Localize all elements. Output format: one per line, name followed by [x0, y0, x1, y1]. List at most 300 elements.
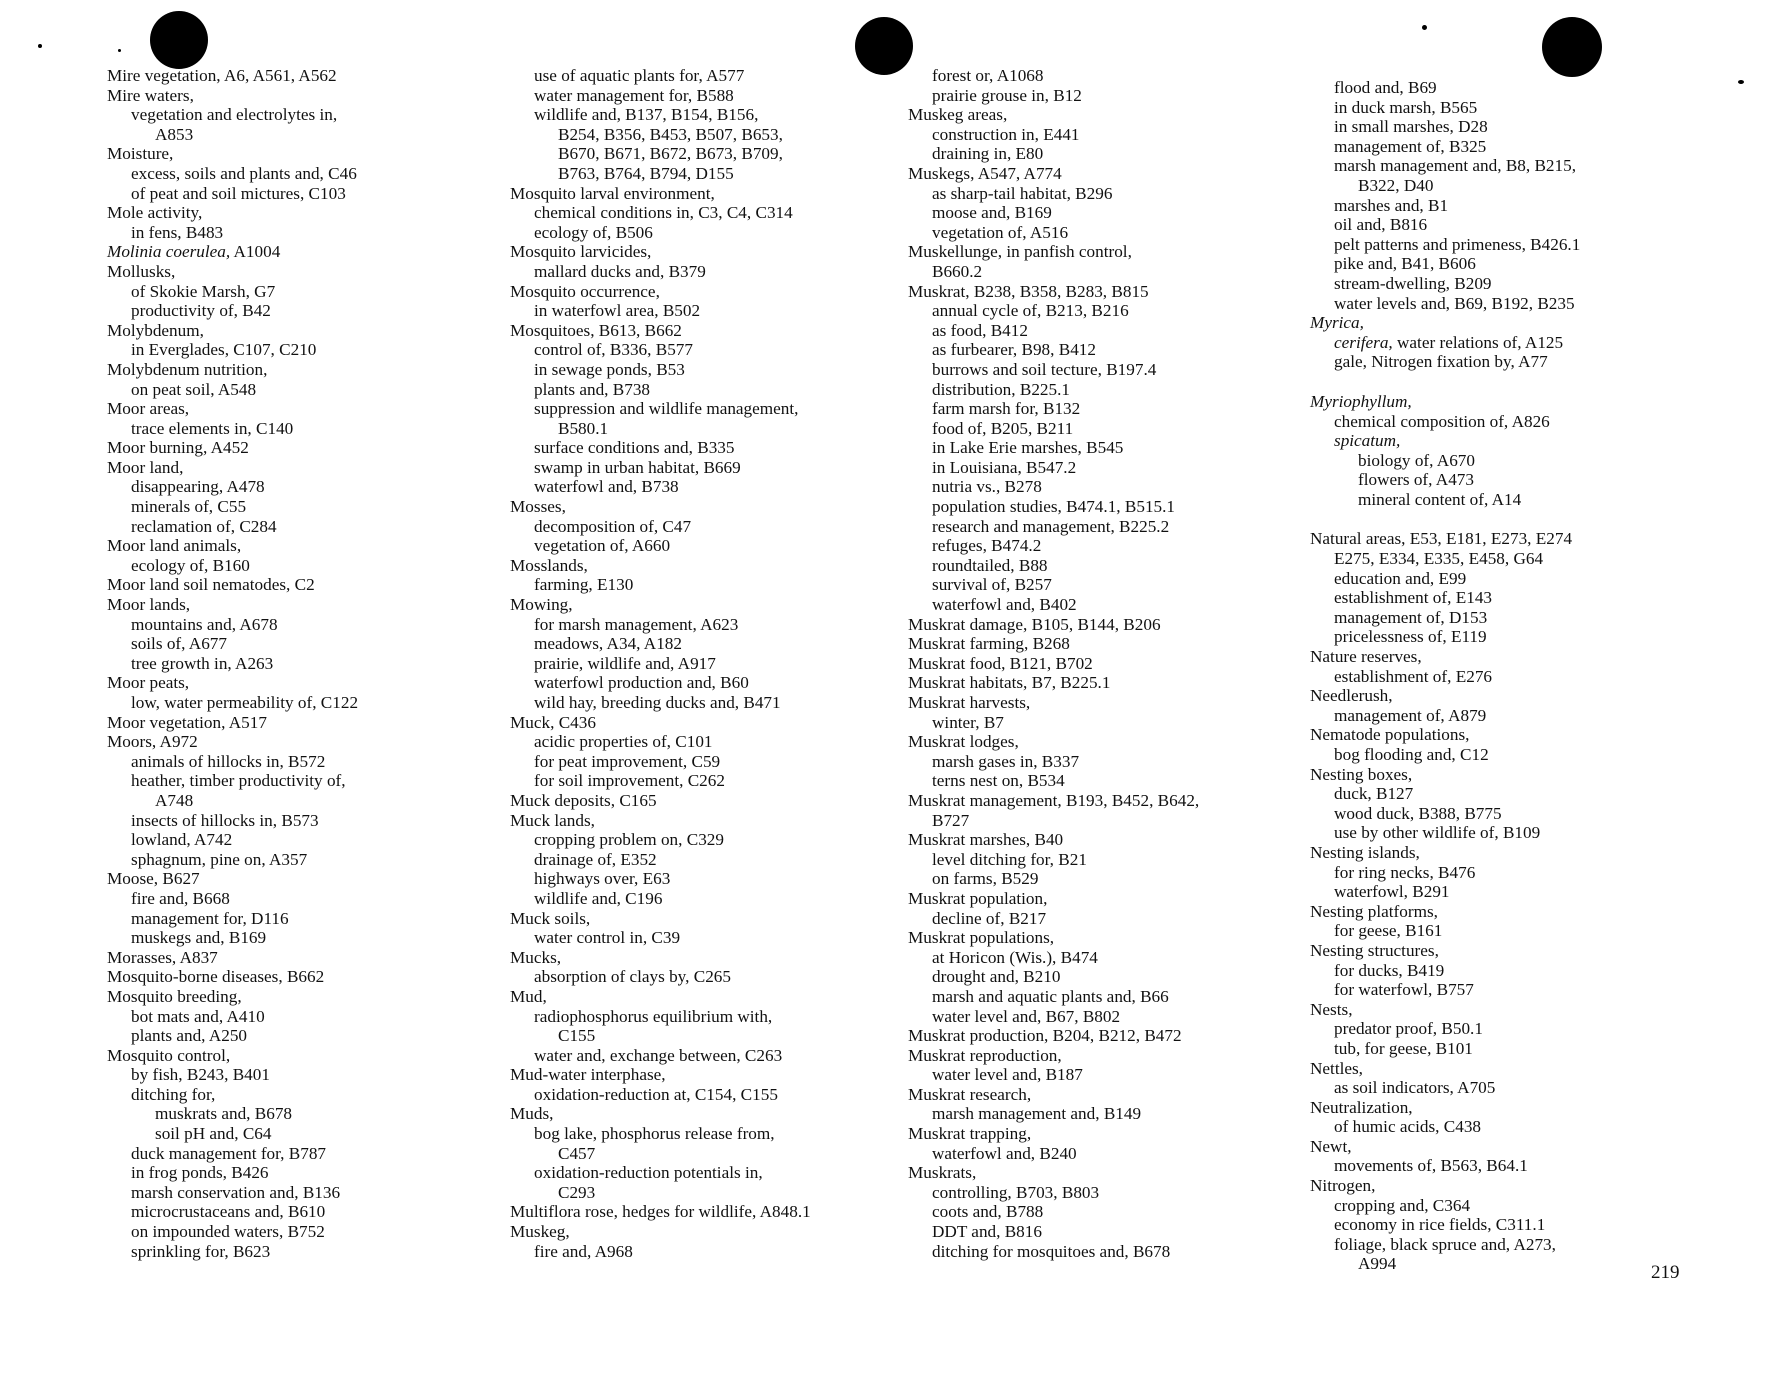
entry-term: vegetation and electrolytes in, [131, 105, 338, 125]
entry-term: waterfowl production and, B60 [534, 673, 749, 693]
entry-term: refuges, B474.2 [932, 536, 1042, 556]
index-subentry [107, 164, 477, 184]
entry-term: B254, B356, B453, B507, B653, [558, 124, 783, 144]
index-subentry [1310, 196, 1680, 216]
entry-term: meadows, A34, A182 [534, 634, 682, 654]
entry-term: Moor peats, [107, 673, 190, 693]
index-subentry [1310, 882, 1680, 902]
entry-term: coots and, B788 [932, 1202, 1044, 1222]
punch-hole-left [150, 11, 208, 69]
entry-term: heather, timber productivity of, [131, 771, 346, 791]
index-subentry [908, 1065, 1278, 1085]
entry-term: Muskeg areas, [908, 105, 1008, 125]
index-subentry [908, 458, 1278, 478]
entry-term: flowers of, A473 [1358, 470, 1474, 490]
entry-term: disappearing, A478 [131, 477, 265, 497]
entry-term: bog lake, phosphorus release from, [534, 1124, 775, 1144]
entry-term: Muskrat harvests, [908, 693, 1031, 712]
index-subentry [908, 771, 1278, 791]
index-heading [908, 242, 1278, 262]
scan-speck [38, 44, 42, 48]
index-subentry [1310, 1156, 1680, 1176]
index-heading [908, 654, 1278, 674]
index-subentry [510, 575, 880, 595]
index-subentry [510, 830, 880, 850]
index-subentry [1310, 804, 1680, 824]
entry-term: education and, E99 [1334, 568, 1467, 588]
entry-term: Mollusks, [107, 261, 176, 281]
entry-term: Muck lands, [510, 810, 595, 830]
index-subentry [908, 850, 1278, 870]
index-heading [908, 615, 1278, 635]
index-heading [510, 811, 880, 831]
entry-term: Molybdenum, [107, 320, 204, 340]
index-subentry [908, 909, 1278, 929]
entry-term: B660.2 [932, 261, 983, 281]
entry-term: mineral content of, A14 [1358, 489, 1522, 509]
index-heading [908, 791, 1278, 811]
index-subentry [1310, 549, 1680, 569]
index-subentry [908, 752, 1278, 772]
entry-term: Molybdenum nutrition, [107, 359, 268, 379]
entry-term: Moor lands, [107, 595, 191, 615]
index-subentry [510, 86, 880, 106]
index-heading [1310, 1059, 1680, 1079]
entry-term: gale, Nitrogen fixation by, A77 [1334, 352, 1548, 372]
entry-term: establishment of, E143 [1334, 588, 1493, 608]
entry-term: water level and, B187 [932, 1065, 1083, 1085]
entry-term: Myriophyllum, [1310, 391, 1412, 411]
entry-term: for geese, B161 [1334, 921, 1443, 941]
entry-term: Muds, [510, 1104, 554, 1124]
index-subentry [510, 380, 880, 400]
index-heading [107, 203, 477, 223]
index-subentry [510, 125, 880, 145]
entry-term: Mosses, [510, 497, 566, 517]
entry-term: Moor land, [107, 457, 184, 477]
index-subentry [1310, 608, 1680, 628]
entry-term: level ditching for, B21 [932, 849, 1087, 869]
entry-term: Mire waters, [107, 85, 194, 105]
index-heading [1310, 765, 1680, 785]
index-subentry [908, 967, 1278, 987]
index-subentry [1310, 863, 1680, 883]
entry-term: Muskrat marshes, B40 [908, 830, 1064, 850]
entry-term: on peat soil, A548 [131, 379, 257, 399]
entry-spacer [1310, 372, 1680, 392]
index-heading [1310, 1000, 1680, 1020]
index-subentry [1310, 490, 1680, 510]
index-subentry [908, 1104, 1278, 1124]
entry-term: cerifera, [1334, 332, 1393, 352]
entry-term: marshes and, B1 [1334, 195, 1449, 215]
entry-term: oxidation-reduction potentials in, [534, 1163, 763, 1183]
entry-term: forest or, A1068 [932, 66, 1044, 85]
index-subentry [510, 928, 880, 948]
entry-term: Mole activity, [107, 203, 203, 223]
scan-speck [1738, 80, 1744, 84]
entry-term: fire and, A968 [534, 1241, 633, 1261]
entry-term: cropping and, C364 [1334, 1195, 1471, 1215]
index-subentry [1310, 1235, 1680, 1255]
index-subentry [1310, 451, 1680, 471]
entry-term: Mosquito larval environment, [510, 183, 715, 203]
entry-term: swamp in urban habitat, B669 [534, 457, 741, 477]
entry-term: A994 [1358, 1254, 1397, 1274]
entry-term: in Louisiana, B547.2 [932, 457, 1077, 477]
entry-term: Nesting platforms, [1310, 901, 1438, 921]
entry-term: Moose, B627 [107, 869, 200, 889]
index-subentry [107, 340, 477, 360]
entry-term: controlling, B703, B803 [932, 1182, 1100, 1202]
entry-term: Newt, [1310, 1136, 1352, 1156]
entry-term: for marsh management, A623 [534, 614, 739, 634]
entry-term: Molinia coerulea, [107, 242, 231, 262]
entry-term: Mud-water interphase, [510, 1065, 666, 1085]
index-subentry [510, 164, 880, 184]
index-subentry [107, 1065, 477, 1085]
index-subentry [510, 203, 880, 223]
entry-term: Mosquito breeding, [107, 986, 242, 1006]
entry-term: waterfowl and, B402 [932, 595, 1077, 615]
index-subentry [107, 928, 477, 948]
index-subentry [1310, 254, 1680, 274]
entry-term: in sewage ponds, B53 [534, 359, 685, 379]
entry-term: bog flooding and, C12 [1334, 745, 1489, 764]
entry-term: burrows and soil tecture, B197.4 [932, 359, 1157, 379]
entry-term: soils of, A677 [131, 634, 227, 654]
entry-term: Muskegs, A547, A774 [908, 163, 1062, 183]
index-heading [1310, 647, 1680, 667]
entry-term: survival of, B257 [932, 575, 1052, 595]
index-subentry [908, 321, 1278, 341]
entry-term: annual cycle of, B213, B216 [932, 301, 1129, 321]
index-subentry [510, 458, 880, 478]
entry-term: duck management for, B787 [131, 1143, 327, 1163]
entry-term: Muskrat farming, B268 [908, 634, 1070, 654]
entry-term: predator proof, B50.1 [1334, 1019, 1483, 1039]
index-subentry [908, 125, 1278, 145]
index-subentry [510, 301, 880, 321]
index-subentry [510, 967, 880, 987]
entry-term: foliage, black spruce and, A273, [1334, 1234, 1556, 1254]
entry-term: C155 [558, 1026, 596, 1046]
index-subentry [908, 948, 1278, 968]
entry-term: Mud, [510, 986, 547, 1006]
index-heading [107, 321, 477, 341]
index-subentry [908, 203, 1278, 223]
index-subentry [107, 223, 477, 243]
index-heading [107, 262, 477, 282]
index-subentry [107, 184, 477, 204]
entry-term: Needlerush, [1310, 686, 1393, 706]
index-subentry [510, 869, 880, 889]
index-heading [510, 1222, 880, 1242]
index-subentry [107, 497, 477, 517]
entry-term: distribution, B225.1 [932, 379, 1070, 399]
entry-term: Muskrat research, [908, 1084, 1032, 1104]
entry-term: waterfowl, B291 [1334, 882, 1450, 902]
entry-term: ditching for mosquitoes and, B678 [932, 1241, 1171, 1261]
entry-term: Muskrat, B238, B358, B283, B815 [908, 281, 1149, 301]
index-heading [510, 497, 880, 517]
entry-term: vegetation of, A660 [534, 536, 671, 556]
index-heading [510, 595, 880, 615]
entry-term: in waterfowl area, B502 [534, 301, 701, 321]
entry-term: animals of hillocks in, B572 [131, 751, 326, 771]
entry-term: B580.1 [558, 418, 609, 438]
entry-term: Nature reserves, [1310, 647, 1422, 667]
index-subentry [908, 262, 1278, 282]
entry-term: DDT and, B816 [932, 1222, 1042, 1242]
index-column-1 [107, 66, 477, 1261]
entry-term: plants and, B738 [534, 379, 651, 399]
entry-term: Moor areas, [107, 399, 190, 419]
index-heading [908, 1085, 1278, 1105]
entry-term: prairie, wildlife and, A917 [534, 653, 716, 673]
index-heading [107, 144, 477, 164]
index-subentry [1310, 980, 1680, 1000]
index-subentry [107, 477, 477, 497]
index-heading [107, 673, 477, 693]
index-subentry [908, 1144, 1278, 1164]
index-subentry [107, 125, 477, 145]
index-subentry [510, 1124, 880, 1144]
entry-term: Nematode populations, [1310, 725, 1470, 745]
index-heading [908, 673, 1278, 693]
entry-term: soil pH and, C64 [155, 1124, 272, 1144]
entry-term: suppression and wildlife management, [534, 399, 799, 419]
entry-term: Muskrat reproduction, [908, 1045, 1062, 1065]
index-subentry [1310, 627, 1680, 647]
index-subentry [107, 811, 477, 831]
entry-term: for waterfowl, B757 [1334, 980, 1474, 1000]
index-subentry [908, 184, 1278, 204]
entry-term: in Lake Erie marshes, B545 [932, 438, 1124, 458]
entry-term: of Skokie Marsh, G7 [131, 281, 276, 301]
entry-term: vegetation of, A516 [932, 222, 1069, 242]
index-subentry [107, 105, 477, 125]
entry-term: population studies, B474.1, B515.1 [932, 497, 1176, 517]
index-subentry [1310, 588, 1680, 608]
index-subentry [1310, 78, 1680, 98]
index-heading [107, 242, 477, 262]
index-heading [908, 693, 1278, 713]
entry-term: for ducks, B419 [1334, 960, 1445, 980]
index-heading [107, 458, 477, 478]
entry-term: as soil indicators, A705 [1334, 1078, 1496, 1098]
entry-term: muskrats and, B678 [155, 1104, 293, 1124]
entry-term: farming, E130 [534, 575, 634, 595]
index-subentry [908, 144, 1278, 164]
entry-term: control of, B336, B577 [534, 340, 693, 360]
index-subentry [908, 340, 1278, 360]
entry-term: radiophosphorus equilibrium with, [534, 1006, 773, 1026]
entry-term: B727 [932, 810, 970, 830]
index-heading [908, 1124, 1278, 1144]
index-subentry [107, 1202, 477, 1222]
index-subentry [107, 693, 477, 713]
index-subentry [908, 66, 1278, 86]
entry-term: bot mats and, A410 [131, 1006, 265, 1026]
index-subentry [107, 752, 477, 772]
entry-term: productivity of, B42 [131, 301, 271, 321]
entry-term: duck, B127 [1334, 784, 1414, 804]
entry-refs: A1004 [230, 242, 281, 262]
index-heading [510, 987, 880, 1007]
entry-term: Morasses, A837 [107, 947, 218, 967]
entry-term: ecology of, B160 [131, 555, 250, 575]
index-subentry [510, 654, 880, 674]
index-heading [1310, 1137, 1680, 1157]
index-subentry [510, 144, 880, 164]
entry-term: Mowing, [510, 595, 573, 615]
entry-term: Muskrat lodges, [908, 732, 1019, 752]
index-heading [908, 282, 1278, 302]
entry-term: drainage of, E352 [534, 849, 657, 869]
index-subentry [107, 1104, 477, 1124]
entry-term: Muskrat damage, B105, B144, B206 [908, 614, 1161, 634]
index-heading [1310, 843, 1680, 863]
index-subentry [107, 517, 477, 537]
index-subentry [1310, 921, 1680, 941]
index-subentry [510, 1144, 880, 1164]
entry-term: Mosquito occurrence, [510, 281, 660, 301]
entry-term: spicatum, [1334, 431, 1401, 451]
entry-term: chemical conditions in, C3, C4, C314 [534, 203, 793, 223]
entry-term: roundtailed, B88 [932, 555, 1048, 575]
entry-term: on farms, B529 [932, 869, 1039, 889]
index-subentry [510, 517, 880, 537]
entry-term: wild hay, breeding ducks and, B471 [534, 693, 781, 712]
entry-term: Nesting boxes, [1310, 764, 1413, 784]
index-column-4 [1310, 78, 1680, 1274]
index-subentry [908, 223, 1278, 243]
index-heading [510, 1104, 880, 1124]
index-subentry [510, 1163, 880, 1183]
entry-term: Muskrat food, B121, B702 [908, 653, 1093, 673]
index-heading [1310, 313, 1680, 333]
index-heading [908, 1046, 1278, 1066]
index-heading [107, 399, 477, 419]
entry-term: by fish, B243, B401 [131, 1065, 270, 1085]
index-subentry [908, 536, 1278, 556]
index-subentry [1310, 961, 1680, 981]
entry-term: tub, for geese, B101 [1334, 1038, 1473, 1058]
index-subentry [908, 419, 1278, 439]
entry-term: Muskrat trapping, [908, 1124, 1032, 1144]
entry-term: marsh conservation and, B136 [131, 1182, 341, 1202]
entry-term: Nitrogen, [1310, 1176, 1376, 1196]
entry-term: Mire vegetation, A6, A561, A562 [107, 66, 337, 85]
index-heading [510, 321, 880, 341]
index-heading [510, 791, 880, 811]
entry-term: Moor vegetation, A517 [107, 712, 267, 732]
index-heading [1310, 725, 1680, 745]
index-subentry [107, 1183, 477, 1203]
entry-term: use of aquatic plants for, A577 [534, 66, 745, 85]
index-subentry [510, 223, 880, 243]
entry-term: Muskrats, [908, 1163, 977, 1183]
index-subentry [510, 536, 880, 556]
entry-term: A748 [155, 790, 194, 810]
index-subentry [908, 1202, 1278, 1222]
index-subentry [908, 380, 1278, 400]
index-heading [908, 164, 1278, 184]
entry-term: B670, B671, B672, B673, B709, [558, 144, 783, 164]
index-subentry [107, 282, 477, 302]
index-subentry [908, 517, 1278, 537]
entry-term: Moisture, [107, 144, 174, 164]
entry-term: A853 [155, 124, 194, 144]
index-subentry [107, 1085, 477, 1105]
entry-term: sphagnum, pine on, A357 [131, 849, 308, 869]
index-heading [107, 732, 477, 752]
entry-term: Nesting structures, [1310, 940, 1439, 960]
index-subentry [510, 850, 880, 870]
index-subentry [908, 399, 1278, 419]
entry-term: waterfowl and, B240 [932, 1143, 1077, 1163]
index-subentry [510, 615, 880, 635]
index-subentry [107, 1026, 477, 1046]
index-subentry [510, 262, 880, 282]
entry-term: nutria vs., B278 [932, 477, 1042, 497]
entry-term: Mosquito-borne diseases, B662 [107, 967, 325, 987]
entry-term: water management for, B588 [534, 85, 734, 105]
entry-term: Muskrat population, [908, 888, 1048, 908]
entry-term: lowland, A742 [131, 830, 233, 850]
entry-term: pricelessness of, E119 [1334, 627, 1487, 647]
entry-term: in Everglades, C107, C210 [131, 340, 317, 360]
entry-term: Muskrat populations, [908, 928, 1055, 948]
entry-term: for soil improvement, C262 [534, 771, 725, 791]
index-heading [1310, 686, 1680, 706]
entry-term: winter, B7 [932, 712, 1004, 732]
index-subentry [1310, 117, 1680, 137]
index-subentry [1310, 1019, 1680, 1039]
index-heading [908, 830, 1278, 850]
index-subentry [1310, 333, 1680, 353]
entry-term: waterfowl and, B738 [534, 477, 679, 497]
index-subentry [1310, 412, 1680, 432]
index-subentry [107, 1144, 477, 1164]
index-subentry [510, 1183, 880, 1203]
index-heading [908, 105, 1278, 125]
entry-term: highways over, E63 [534, 869, 671, 889]
index-subentry [107, 1124, 477, 1144]
entry-term: as food, B412 [932, 320, 1028, 340]
index-subentry [510, 477, 880, 497]
index-heading [510, 184, 880, 204]
entry-term: of peat and soil mictures, C103 [131, 183, 346, 203]
entry-term: microcrustaceans and, B610 [131, 1202, 326, 1222]
index-subentry [908, 987, 1278, 1007]
entry-term: biology of, A670 [1358, 450, 1475, 470]
index-subentry [1310, 274, 1680, 294]
index-subentry [107, 380, 477, 400]
entry-term: stream-dwelling, B209 [1334, 273, 1492, 293]
entry-term: wildlife and, B137, B154, B156, [534, 105, 759, 125]
index-subentry [107, 791, 477, 811]
index-subentry [1310, 1039, 1680, 1059]
entry-term: minerals of, C55 [131, 497, 247, 517]
entry-term: draining in, E80 [932, 144, 1044, 164]
index-subentry [908, 1222, 1278, 1242]
entry-refs: water relations of, A125 [1392, 332, 1564, 352]
entry-term: water and, exchange between, C263 [534, 1045, 783, 1065]
entry-term: Mosquito larvicides, [510, 242, 652, 262]
entry-term: marsh management and, B8, B215, [1334, 156, 1577, 176]
